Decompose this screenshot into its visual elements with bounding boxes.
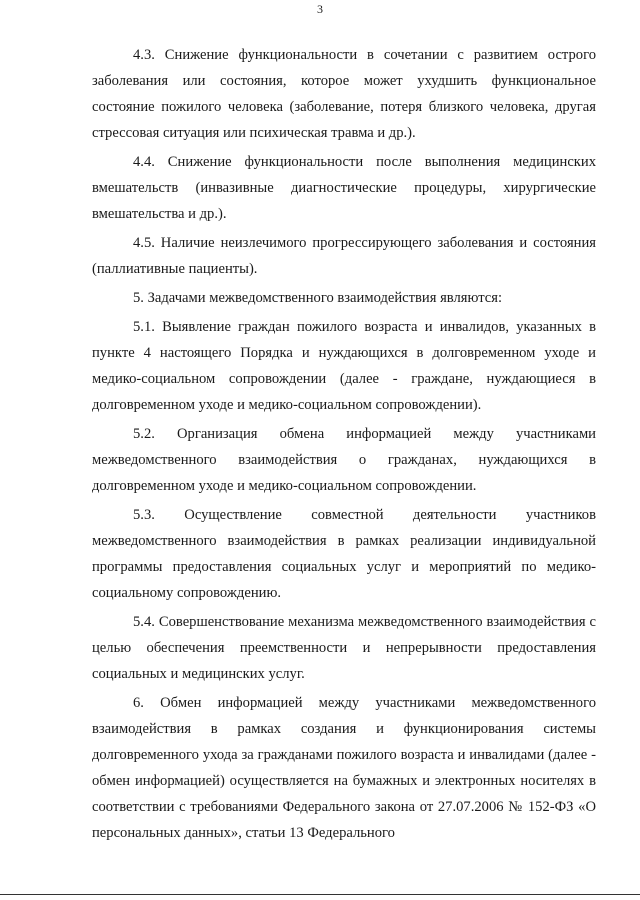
- document-body: [92, 42, 596, 846]
- paragraph-4-3: 4.3. Снижение функциональности в сочетании с развитием острого заболевания или состояния, которое может ухудшить функциональное состояние пожилого человека (заболевание, потеря близкого человека, другая стрессовая ситуация или психическая травма и др.).: [92, 47, 596, 141]
- paragraph-4-5: 4.5. Наличие неизлечимого прогрессирующего заболевания и состояния (паллиативные пациенты).: [92, 235, 596, 277]
- page-number: 3: [317, 2, 323, 16]
- page-bottom-rule: [0, 894, 640, 895]
- paragraph-5-4: 5.4. Совершенствование механизма межведомственного взаимодействия с целью обеспечения преемственности и непрерывности предоставления социальных и медицинских услуг.: [92, 614, 596, 682]
- paragraph-5-3: 5.3. Осуществление совместной деятельности участников межведомственного взаимодействия в рамках реализации индивидуальной программы предоставления социальных услуг и мероприятий по медико-социальному сопровождению.: [92, 507, 596, 601]
- paragraph-5-1: 5.1. Выявление граждан пожилого возраста и инвалидов, указанных в пункте 4 настоящего Порядка и нуждающихся в долговременном уходе и медико-социальном сопровождении (далее - граждане, нуждающиеся в долговременном уходе и медико-социальном сопровождении).: [92, 319, 596, 413]
- paragraph-5-2: 5.2. Организация обмена информацией между участниками межведомственного взаимодействия о гражданах, нуждающихся в долговременном уходе и медико-социальном сопровождении.: [92, 426, 596, 494]
- paragraph-5: 5. Задачами межведомственного взаимодействия являются:: [133, 290, 502, 306]
- paragraph-4-4: 4.4. Снижение функциональности после выполнения медицинских вмешательств (инвазивные диагностические процедуры, хирургические вмешательства и др.).: [92, 154, 596, 222]
- paragraph-6: 6. Обмен информацией между участниками межведомственного взаимодействия в рамках создания и функционирования системы долговременного ухода за гражданами пожилого возраста и инвалидами (далее - обмен информацией) осуществляется на бумажных и электронных носителях в соответствии с требованиями Федерального закона от 27.07.2006 № 152-ФЗ «О персональных данных», статьи 13 Федерального: [92, 695, 596, 841]
